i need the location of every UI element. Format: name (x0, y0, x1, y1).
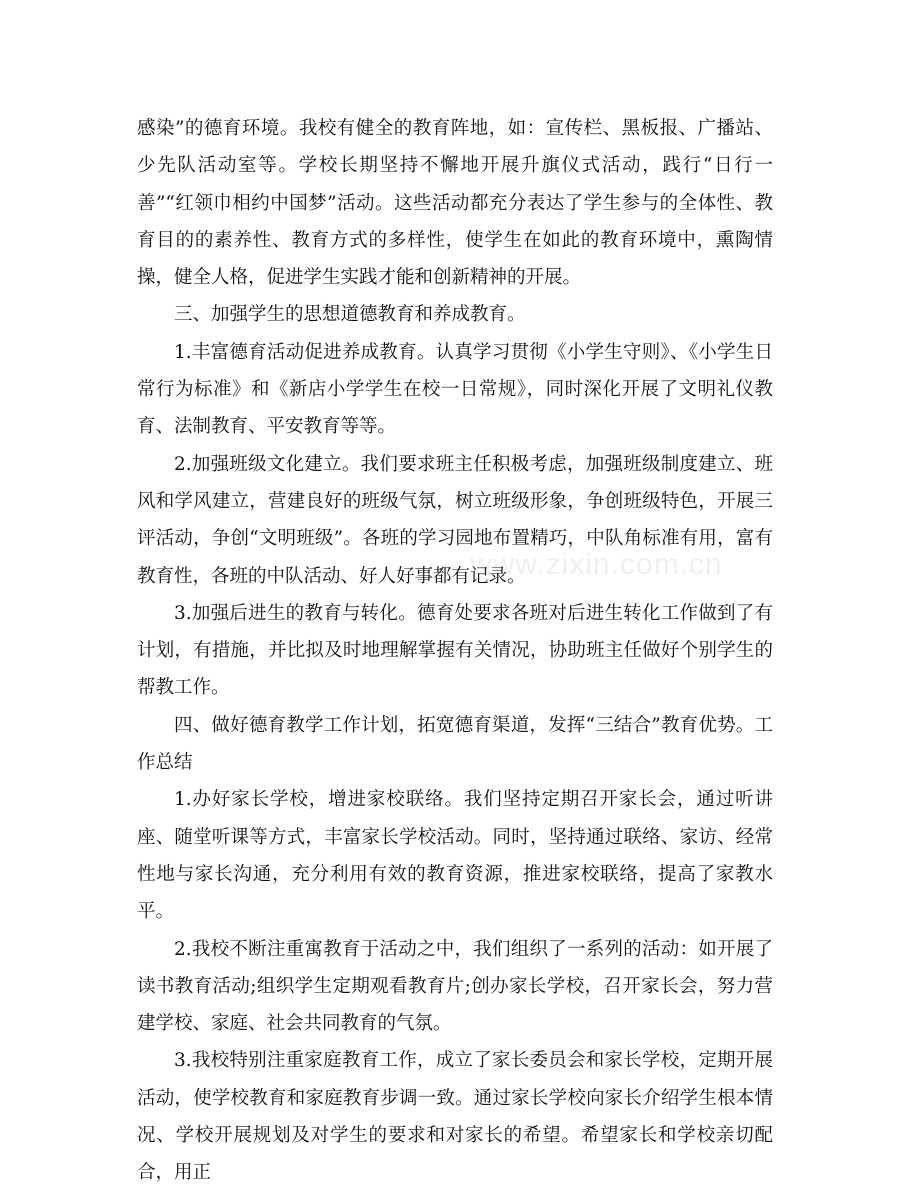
paragraph-4-3: 3.我校特别注重家庭教育工作，成立了家长委员会和家长学校，定期开展活动，使学校教育和家庭教育步调一致。通过家长学校向家长介绍学生根本情况、学校开展规划及对学生的要求和对家长的希望。希望家长和学校亲切配合，用正 (137, 1050, 773, 1184)
watermark-text: www.zixin.com.cn (470, 548, 723, 581)
paragraph-3-1: 1.丰富德育活动促进养成教育。认真学习贯彻《小学生守则》、《小学生日常行为标准》和《新店小学学生在校一日常规》，同时深化开展了文明礼仪教育、法制教育、平安教育等等。 (137, 341, 773, 438)
paragraph-4-2: 2.我校不断注重寓教育于活动之中，我们组织了一系列的活动：如开展了读书教育活动;组织学生定期观看教育片;创办家长学校，召开家长会，努力营建学校、家庭、社会共同教育的气氛。 (137, 938, 773, 1035)
paragraph-3-2: 2.加强班级文化建立。我们要求班主任积极考虑，加强班级制度建立、班风和学风建立，营建良好的班级气氛，树立班级形象，争创班级特色，开展三评活动，争创“文明班级”。各班的学习园地布置精巧，中队角标准有用，富有教育性，各班的中队活动、好人好事都有记录。 (137, 453, 773, 587)
section-heading-4: 四、做好德育教学工作计划，拓宽德育渠道，发挥“三结合”教育优势。工作总结 (137, 714, 773, 774)
paragraph-4-1: 1.办好家长学校，增进家校联络。我们坚持定期召开家长会，通过听讲座、随堂听课等方式，丰富家长学校活动。同时，坚持通过联络、家访、经常性地与家长沟通，充分利用有效的教育资源，推进家校联络，提高了家教水平。 (137, 789, 773, 923)
section-heading-3: 三、加强学生的思想道德教育和养成教育。 (174, 304, 526, 326)
document-body (137, 110, 773, 1192)
paragraph-3-3: 3.加强后进生的教育与转化。德育处要求各班对后进生转化工作做到了有计划，有措施，并比拟及时地理解掌握有关情况，协助班主任做好个别学生的帮教工作。 (137, 602, 773, 699)
paragraph-continuation: 感染”的德育环境。我校有健全的教育阵地，如：宣传栏、黑板报、广播站、少先队活动室等。学校长期坚持不懈地开展升旗仪式活动，践行“日行一善”“红领巾相约中国梦”活动。这些活动都充分表达了学生参与的全体性、教育目的的素养性、教育方式的多样性，使学生在如此的教育环境中，熏陶情操，健全人格，促进学生实践才能和创新精神的开展。 (137, 118, 773, 289)
